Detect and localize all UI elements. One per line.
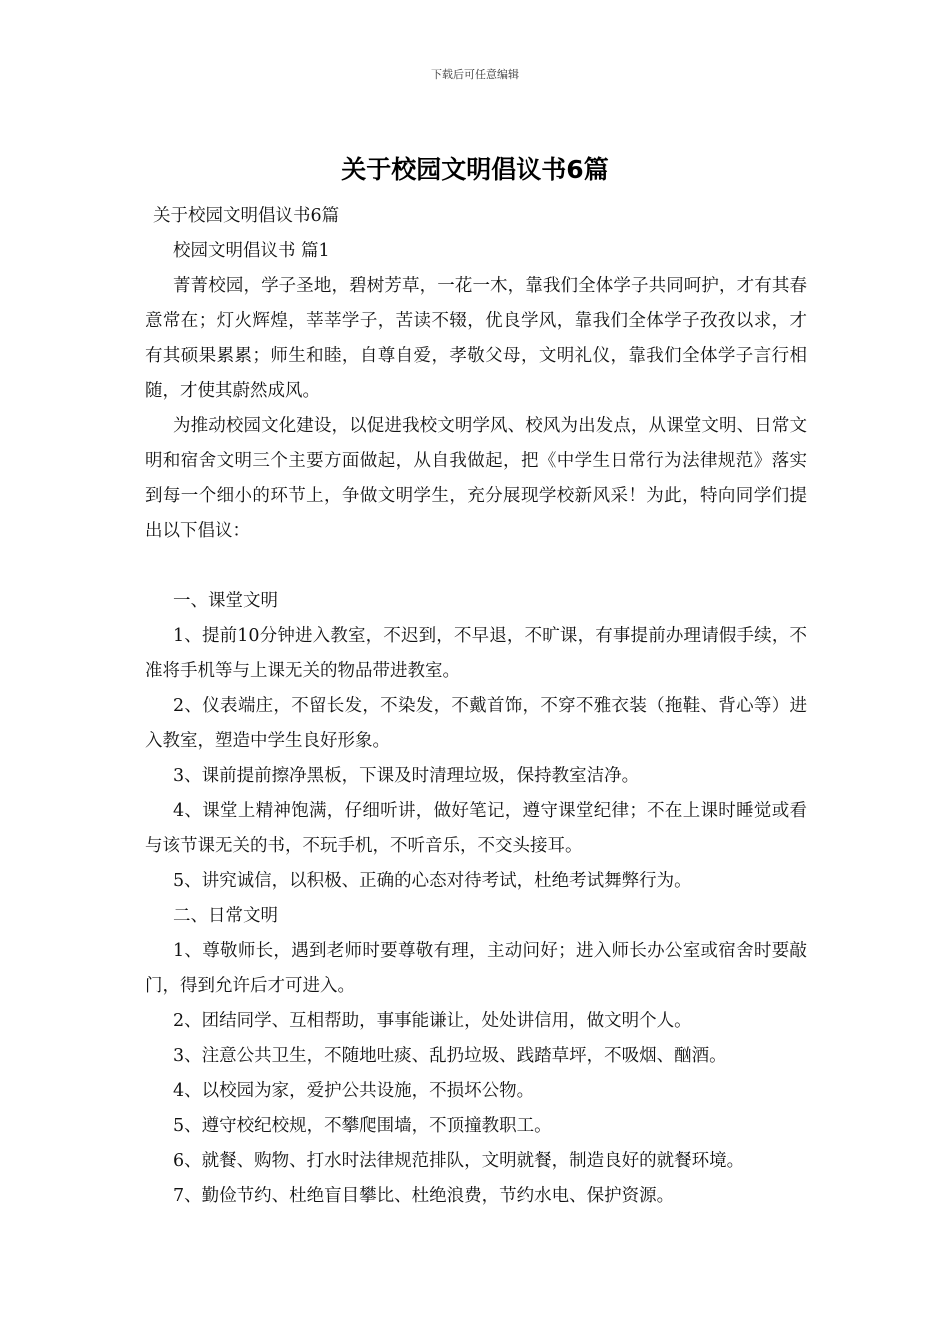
document-title: 关于校园文明倡议书6篇 xyxy=(341,155,609,184)
section-heading: 校园文明倡议书 篇1 xyxy=(173,241,330,261)
list-item: 7、勤俭节约、杜绝盲目攀比、杜绝浪费，节约水电、保护资源。 xyxy=(173,1186,675,1206)
list-item: 4、课堂上精神饱满，仔细听讲，做好笔记，遵守课堂纪律；不在上课时睡觉或看与该节课无关的书，不玩手机，不听音乐，不交头接耳。 xyxy=(145,801,807,856)
list-item: 5、讲究诚信，以积极、正确的心态对待考试，杜绝考试舞弊行为。 xyxy=(173,871,692,891)
list-item: 2、团结同学、互相帮助，事事能谦让，处处讲信用，做文明个人。 xyxy=(173,1011,692,1031)
subsection-heading: 一、课堂文明 xyxy=(173,591,278,611)
document-body xyxy=(145,199,807,1214)
intro-paragraph: 为推动校园文化建设，以促进我校文明学风、校风为出发点，从课堂文明、日常文明和宿舍文明三个主要方面做起，从自我做起，把《中学生日常行为法律规范》落实到每一个细小的环节上，争做文明学生，充分展现学校新风采！为此，特向同学们提出以下倡议： xyxy=(145,416,807,541)
list-item: 3、课前提前擦净黑板，下课及时清理垃圾，保持教室洁净。 xyxy=(173,766,640,786)
list-item: 3、注意公共卫生，不随地吐痰、乱扔垃圾、践踏草坪，不吸烟、酗酒。 xyxy=(173,1046,727,1066)
subsection-heading: 二、日常文明 xyxy=(173,906,278,926)
intro-paragraph: 菁菁校园，学子圣地，碧树芳草，一花一木，靠我们全体学子共同呵护，才有其春意常在；灯火辉煌，莘莘学子，苦读不辍，优良学风，靠我们全体学子孜孜以求，才有其硕果累累；师生和睦，自尊自爱，孝敬父母，文明礼仪，靠我们全体学子言行相随，才使其蔚然成风。 xyxy=(145,276,807,401)
header-note: 下载后可任意编辑 xyxy=(431,68,519,81)
list-item: 1、尊敬师长，遇到老师时要尊敬有理，主动问好；进入师长办公室或宿舍时要敲门，得到允许后才可进入。 xyxy=(145,941,807,996)
list-item: 6、就餐、购物、打水时法律规范排队，文明就餐，制造良好的就餐环境。 xyxy=(173,1151,745,1171)
list-item: 2、仪表端庄，不留长发，不染发，不戴首饰，不穿不雅衣装（拖鞋、背心等）进入教室，塑造中学生良好形象。 xyxy=(145,696,807,751)
list-item: 4、以校园为家，爱护公共设施，不损坏公物。 xyxy=(173,1081,535,1101)
list-item: 5、遵守校纪校规，不攀爬围墙，不顶撞教职工。 xyxy=(173,1116,552,1136)
blank-line xyxy=(145,549,807,584)
list-item: 1、提前10分钟进入教室，不迟到，不早退，不旷课，有事提前办理请假手续，不准将手机等与上课无关的物品带进教室。 xyxy=(145,626,807,681)
document-subtitle: 关于校园文明倡议书6篇 xyxy=(153,206,340,226)
